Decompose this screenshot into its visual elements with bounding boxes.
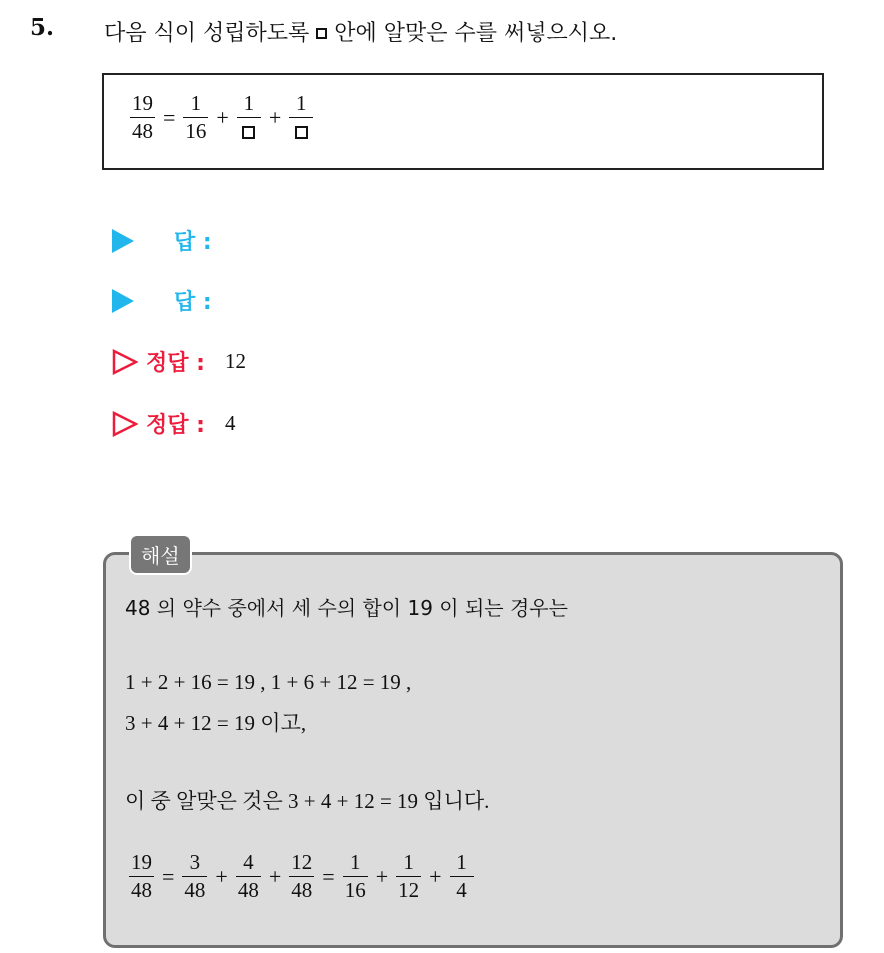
denominator: 48 — [132, 119, 153, 143]
answer-row-2 — [112, 285, 212, 316]
blank-square-icon — [242, 126, 255, 139]
fraction-lhs — [130, 93, 155, 142]
fraction-term1 — [183, 93, 208, 142]
question-number: 5. — [30, 14, 55, 41]
outline-arrow-icon — [112, 411, 138, 437]
plus-sign: + — [268, 863, 282, 889]
fraction — [343, 852, 368, 901]
answer-label: 답 : — [174, 230, 212, 255]
question-text — [104, 16, 617, 47]
denominator: 16 — [185, 119, 207, 143]
denominator: 16 — [344, 878, 366, 902]
explanation-line-1: 48 의 약수 중에서 세 수의 합이 19 이 되는 경우는 — [125, 596, 568, 620]
plus-sign: + — [215, 863, 228, 889]
plus-sign: + — [375, 863, 389, 889]
fraction-term3 — [289, 93, 313, 142]
correct-answer-value: 12 — [224, 349, 246, 373]
explanation-line-3: 3 + 4 + 12 = 19 이고, — [125, 711, 307, 735]
answer-row-1 — [112, 225, 212, 256]
correct-answer-label: 정답 : — [146, 351, 205, 376]
blank-denominator — [237, 117, 261, 142]
denominator: 48 — [184, 878, 206, 902]
explanation-line-4: 이 중 알맞은 것은 3 + 4 + 12 = 19 입니다. — [125, 789, 490, 813]
numerator: 19 — [131, 850, 152, 874]
final-equation — [127, 852, 476, 901]
fraction — [236, 852, 261, 901]
fraction — [129, 852, 154, 901]
correct-answer-value: 4 — [224, 411, 236, 435]
outline-arrow-icon — [112, 349, 138, 375]
blank-denominator — [289, 117, 313, 142]
equation — [128, 93, 315, 142]
play-arrow-icon — [112, 289, 134, 313]
fraction — [450, 852, 474, 901]
numerator: 1 — [190, 91, 202, 115]
equals-sign: = — [322, 863, 335, 889]
numerator: 1 — [403, 850, 414, 874]
denominator: 4 — [450, 876, 474, 901]
blank-square-icon — [295, 126, 308, 139]
numerator: 1 — [456, 850, 467, 874]
fraction — [182, 852, 207, 901]
correct-answer-row-1 — [112, 346, 246, 377]
numerator: 1 — [296, 91, 307, 115]
question-text-after: 안에 알맞은 수를 써넣으시오. — [327, 21, 618, 46]
numerator: 12 — [291, 850, 313, 874]
equation-box — [102, 73, 824, 170]
play-arrow-icon — [112, 229, 134, 253]
denominator: 48 — [237, 878, 259, 902]
blank-square-icon — [316, 28, 327, 39]
fraction-term2 — [237, 93, 261, 142]
denominator: 12 — [398, 878, 420, 902]
equals-sign: = — [162, 863, 175, 889]
question-text-before: 다음 식이 성립하도록 — [104, 21, 317, 46]
explanation-line-2: 1 + 2 + 16 = 19 , 1 + 6 + 12 = 19 , — [125, 670, 412, 694]
equals-sign: = — [163, 104, 176, 130]
explanation-tag: 해설 — [129, 534, 192, 575]
correct-answer-label: 정답 : — [146, 413, 205, 438]
numerator: 19 — [132, 91, 153, 115]
answer-label: 답 : — [174, 290, 212, 315]
numerator: 1 — [349, 850, 361, 874]
denominator: 48 — [291, 878, 313, 902]
plus-sign: + — [216, 104, 229, 130]
denominator: 48 — [131, 878, 152, 902]
fraction — [396, 852, 421, 901]
numerator: 1 — [243, 91, 255, 115]
plus-sign: + — [429, 863, 442, 889]
fraction — [289, 852, 314, 901]
numerator: 3 — [189, 850, 201, 874]
numerator: 4 — [243, 850, 254, 874]
correct-answer-row-2 — [112, 408, 235, 439]
plus-sign: + — [268, 104, 282, 130]
